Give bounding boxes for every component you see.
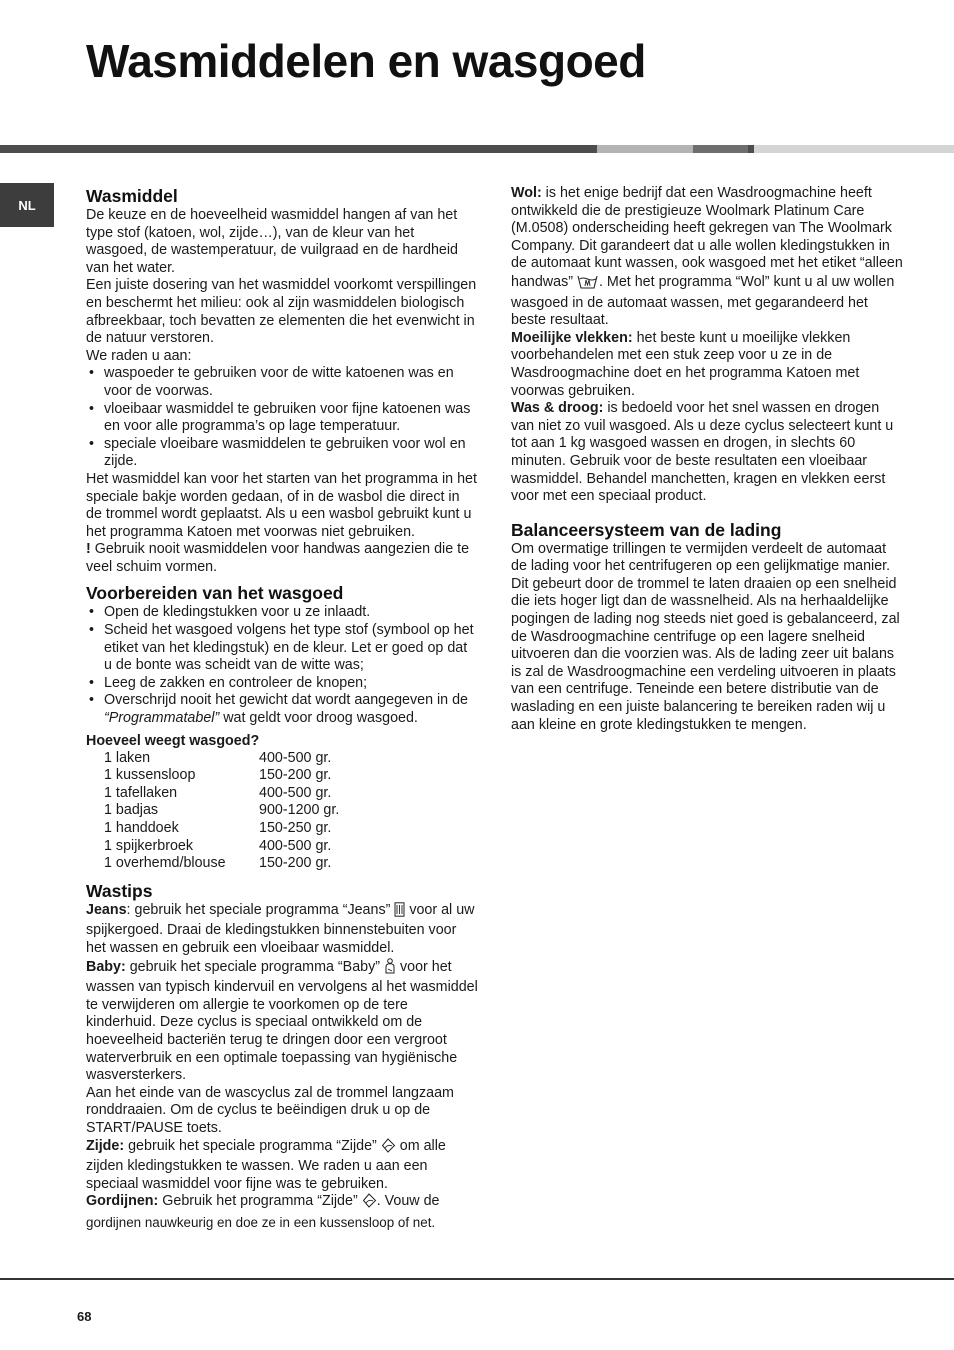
tip-label: Was & droog: (511, 400, 604, 417)
tip-text: . Vouw de (376, 1193, 440, 1210)
weight-value: 400-500 gr. (259, 784, 332, 801)
weight-item: 1 laken (104, 749, 151, 766)
weight-item: 1 badjas (104, 802, 159, 819)
tip-wol (511, 185, 903, 330)
tip-label: Zijde: (86, 1137, 125, 1154)
weight-value: 400-500 gr. (259, 749, 332, 766)
section-heading-balans: Balanceersysteem van de lading (511, 519, 782, 540)
weight-value: 150-200 gr. (259, 767, 332, 784)
paragraph: Het wasmiddel kan voor het starten van het programma in het speciale bakje worden gedaan, of in de wasbol die direct in de trommel wordt geplaatst. Als u een wasbol gebruikt kunt u het programma Katoen met voorwas niet gebruiken. (86, 470, 477, 540)
weight-value: 150-200 gr. (259, 855, 332, 872)
emphasis: “Programmatabel” (104, 710, 220, 727)
tip-label: Baby: (86, 958, 126, 975)
weight-item: 1 kussensloop (104, 767, 196, 784)
weight-item: 1 overhemd/blouse (104, 855, 226, 872)
warning-mark: ! (86, 541, 91, 558)
section-heading-wastips: Wastips (86, 880, 153, 901)
tip-label: Gordijnen: (86, 1193, 159, 1210)
silk-program-icon (362, 1193, 377, 1214)
table-row (104, 750, 478, 768)
tip-zijde (86, 1138, 478, 1194)
list-item: • Scheid het wasgoed volgens het type stof (symbool op het etiket van het kledingstuk) en de kleur. Let er goed op dat u de bonte was scheidt van de witte was; (86, 622, 478, 675)
tip-text: het beste kunt u moeilijke vlekken voorbehandelen met een stuk zeep voor u ze in de Wasdroogmachine doet en het programma Katoen met voorwas gebruiken. (511, 329, 860, 399)
list-item-text: wat geldt voor droog wasgoed. (219, 710, 418, 727)
left-column (86, 186, 478, 1232)
section-heading-wasmiddel: Wasmiddel (86, 186, 178, 206)
bullet-list (86, 604, 478, 727)
paragraph: Om overmatige trillingen te vermijden verdeelt de automaat de lading voor het centrifugeren op een gelijkmatige manier. Dit gebeurt door de trommel te laten draaien op een snelheid die iets hoger ligt dan de wassnelheid. Als na herhaaldelijke pogingen de lading nog steeds niet goed is gebalanceerd, zal de Wasdroogmachine centrifuge op een lagere snelheid uitvoeren dan die voorzien was. Als de lading zeer uit balans is zal de Wasdroogmachine een verdeling uitvoeren in plaats van een centrifuge. Teneinde een betere distributie van de waslading en een juiste balancering te bereiken raden wij u aan kleine en grote kledingstukken te mengen. (511, 540, 900, 733)
tip-text: om alle zijden kledingstukken te wassen. We raden u aan een speciaal wasmiddel voor fijne was te gebruiken. (86, 1137, 446, 1192)
table-row (104, 855, 478, 873)
tip-label: Moeilijke vlekken: (511, 329, 633, 346)
tip-vlekken (511, 330, 903, 400)
paragraph: We raden u aan: (86, 347, 192, 364)
weight-value: 400-500 gr. (259, 837, 332, 854)
list-item: • Leeg de zakken en controleer de knopen; (86, 675, 478, 693)
list-item-text: Overschrijd nooit het gewicht dat wordt aangegeven in de (104, 692, 468, 709)
header-rule (0, 145, 597, 153)
paragraph: De keuze en de hoeveelheid wasmiddel hangen af van het type stof (katoen, wol, zijde…), van de kleur van het wasgoed, de wastemperatuur, de vuilgraad en de hardheid van het water. (86, 207, 458, 276)
paragraph: Een juiste dosering van het wasmiddel voorkomt verspillingen en beschermt het milieu: ook al zijn wasmiddelen biologisch afbreekbaar, toch bevatten ze elementen die het evenwicht in de natuur verstoren. (86, 277, 477, 347)
tip-text: gebruik het speciale programma “Zijde” (124, 1137, 381, 1154)
table-row (104, 802, 478, 820)
right-column (511, 185, 903, 734)
language-tab: NL (0, 183, 54, 227)
table-row (104, 785, 478, 803)
section-heading-voorbereiden: Voorbereiden van het wasgoed (86, 583, 344, 604)
weights-table (104, 750, 478, 873)
list-item: • vloeibaar wasmiddel te gebruiken voor fijne katoenen was en voor alle programma’s op lage temperatuur. (86, 401, 478, 436)
paragraph: Aan het einde van de wascyclus zal de trommel langzaam ronddraaien. Om de cyclus te beëindigen druk u op de START/PAUSE toets. (86, 1084, 454, 1136)
tip-jeans (86, 902, 478, 958)
footer-rule (0, 1278, 954, 1280)
warning-note (86, 541, 478, 576)
header-rule-segment (754, 145, 954, 153)
tip-text: gebruik het speciale programma “Baby” (125, 958, 384, 975)
table-row (104, 820, 478, 838)
tip-text: gordijnen nauwkeurig en doe ze in een kussensloop of net. (86, 1214, 436, 1230)
silk-program-icon (381, 1138, 396, 1159)
weight-value: 150-250 gr. (259, 820, 332, 836)
page-title: Wasmiddelen en wasgoed (86, 35, 646, 87)
weights-heading: Hoeveel weegt wasgoed? (86, 732, 260, 749)
header-rule-segment (693, 145, 748, 153)
table-row (104, 767, 478, 785)
tip-text: . Met het programma “Wol” kunt u al uw wollen wasgoed in de automaat wassen, met gegarandeerd het beste resultaat. (511, 273, 895, 329)
weight-value: 900-1200 gr. (259, 802, 340, 819)
list-item (86, 692, 478, 727)
tip-gordijnen (86, 1193, 478, 1232)
tip-text: voor al uw spijkergoed. Draai de kledingstukken binnenstebuiten voor het wassen en gebruik een vloeibaar wasmiddel. (86, 901, 475, 956)
list-item: • Open de kledingstukken voor u ze inlaadt. (86, 604, 478, 622)
tip-text: is bedoeld voor het snel wassen en drogen van niet zo vuil wasgoed. Als u deze cyclus selecteert kunt u tot aan 1 kg wasgoed wassen en drogen, in slechts 60 minuten. Gebruik voor de beste resultaten een vloeibaar wasmiddel. Behandel manchetten, kragen en vlekken eerst voor met een speciaal product. (511, 400, 894, 505)
tip-baby (86, 958, 478, 1085)
list-item: • waspoeder te gebruiken voor de witte katoenen was en voor de voorwas. (86, 365, 478, 400)
tip-text: is het enige bedrijf dat een Wasdroogmachine heeft ontwikkeld die de prestigieuze Woolmark Platinum Care (M.0508) onderscheiding heeft gekregen van The Woolmark Company. Dit garandeert dat u alle wollen kledingstukken in de automaat kunt wassen, ook wasgoed met het etiket “alleen handwas” (511, 185, 903, 290)
handwash-label-icon (577, 273, 599, 295)
bullet-list (86, 365, 478, 471)
weight-item: 1 spijkerbroek (104, 837, 193, 854)
tip-text: Gebruik het programma “Zijde” (158, 1193, 362, 1210)
page-number: 68 (77, 1309, 92, 1324)
jeans-program-icon (394, 902, 405, 923)
weight-item: 1 tafellaken (104, 784, 178, 801)
warning-text: Gebruik nooit wasmiddelen voor handwas aangezien die te veel schuim vormen. (86, 541, 470, 575)
tip-text: : gebruik het speciale programma “Jeans” (126, 901, 395, 918)
baby-program-icon (384, 958, 396, 980)
tip-text: voor het wassen van typisch kindervuil en vervolgens al het wasmiddel te verwijderen om allergie te voorkomen op de tere kinderhuid. Deze cyclus is speciaal ontwikkeld om de hoeveelheid bacteriën terug te dringen door een vergroot waterverbruik en een optimale toepassing van hygiënische wasversterkers. (86, 958, 478, 1084)
tip-label: Jeans (86, 901, 127, 918)
weight-item: 1 handdoek (104, 820, 179, 836)
list-item: • speciale vloeibare wasmiddelen te gebruiken voor wol en zijde. (86, 436, 478, 471)
table-row (104, 838, 478, 856)
tip-wasdroog (511, 400, 903, 506)
tip-label: Wol: (511, 185, 542, 201)
header-rule-segment (597, 145, 693, 153)
